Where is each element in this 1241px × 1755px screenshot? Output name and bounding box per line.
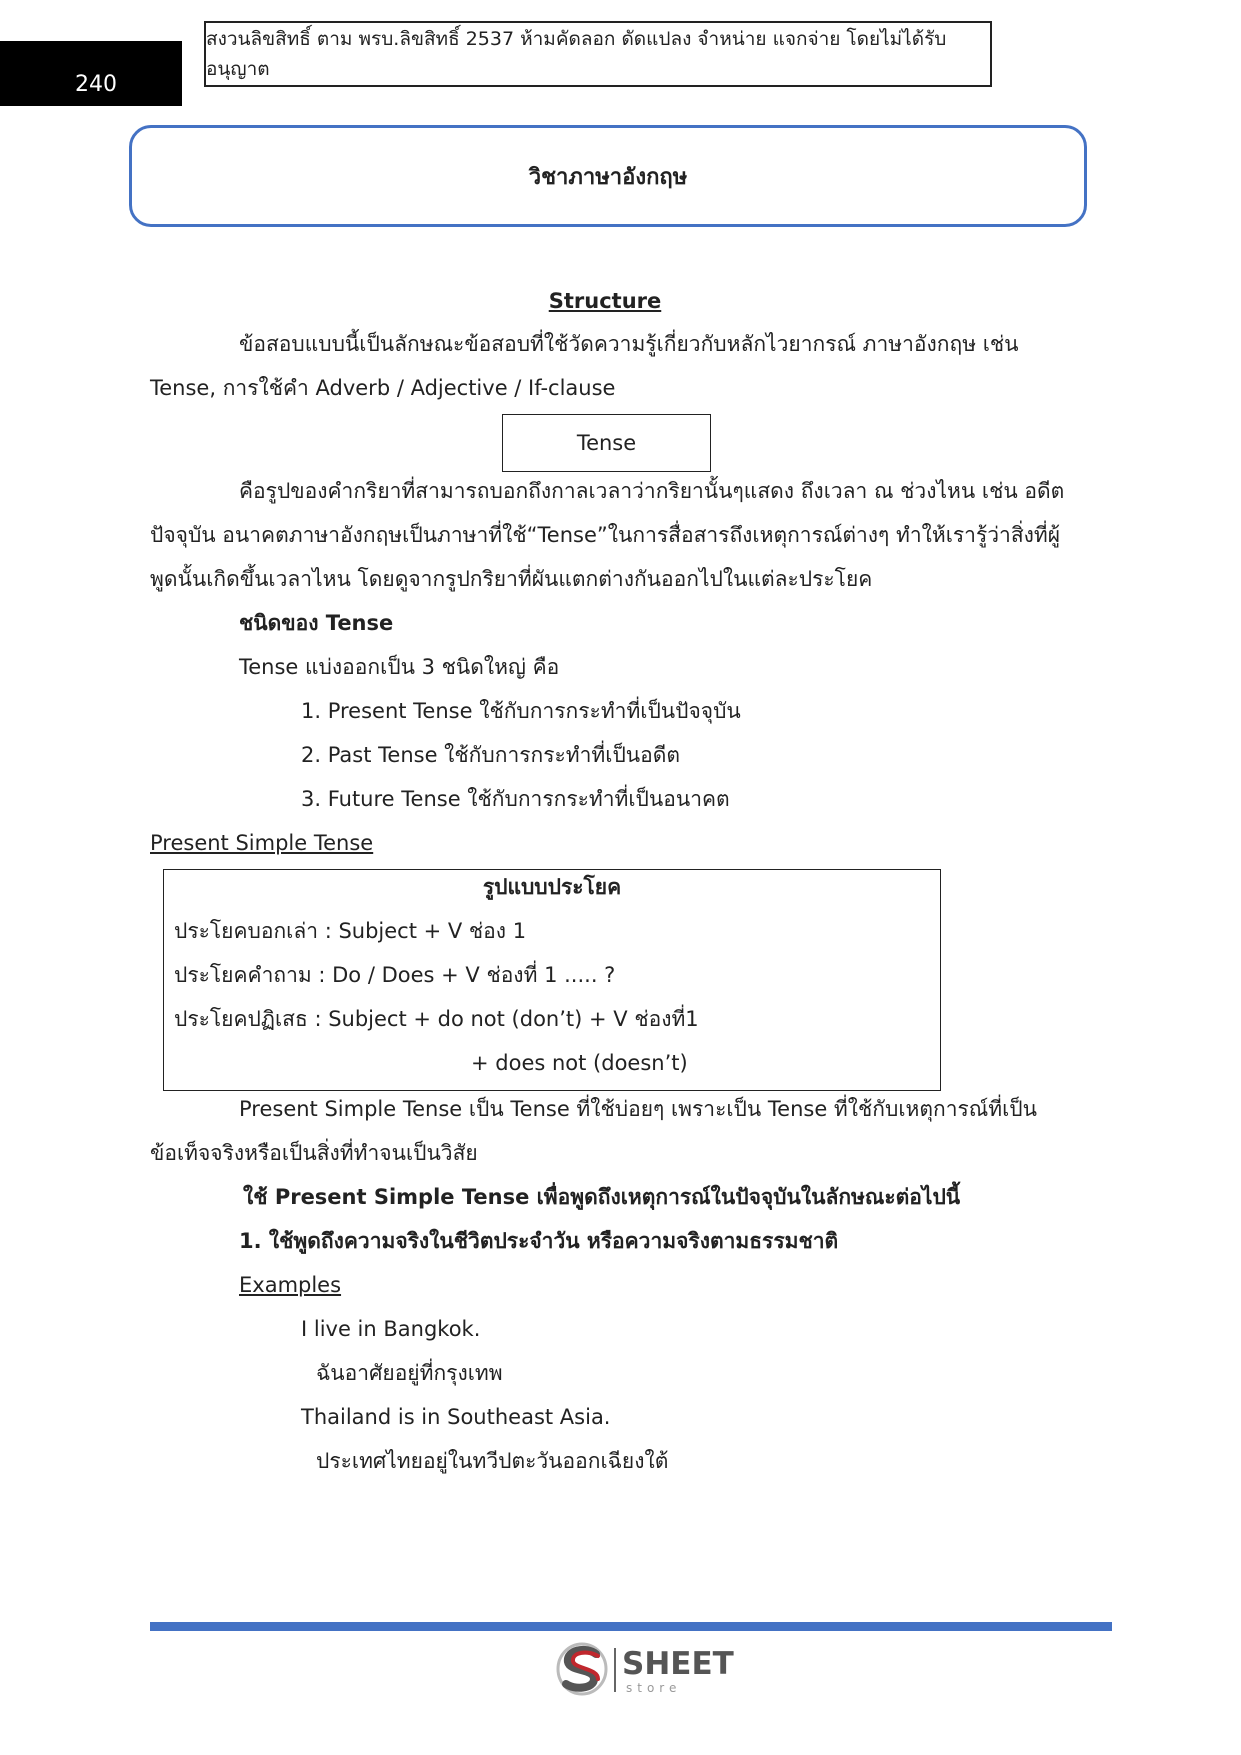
present-simple-heading: Present Simple Tense <box>150 831 374 855</box>
tense-paragraph-line-2: ปัจจุบัน อนาคตภาษาอังกฤษเป็นภาษาที่ใช้“Tense”ในการสื่อสารถึงเหตุการณ์ต่างๆ ทำให้เรารู้ว่าสิ่งที่ผู้ <box>150 523 1061 547</box>
subject-title: วิชาภาษาอังกฤษ <box>129 125 1087 227</box>
copyright-notice: สงวนลิขสิทธิ์ ตาม พรบ.ลิขสิทธิ์ 2537 ห้ามคัดลอก ดัดแปลง จำหน่าย แจกจ่าย โดยไม่ได้รับอนุญาต <box>204 21 992 87</box>
present-simple-paragraph-line-1: Present Simple Tense เป็น Tense ที่ใช้บ่อยๆ เพราะเป็น Tense ที่ใช้กับเหตุการณ์ที่เป็น <box>239 1097 1037 1121</box>
page-number: 240 <box>75 72 117 97</box>
tense-type-item: 1. Present Tense ใช้กับการกระทำที่เป็นปัจจุบัน <box>301 699 741 723</box>
footer-bar <box>150 1622 1112 1631</box>
form-box-title: รูปแบบประโยค <box>482 875 622 899</box>
form-affirmative: ประโยคบอกเล่า : Subject + V ช่อง 1 <box>174 919 527 943</box>
logo-divider <box>614 1648 616 1692</box>
page-number-tab <box>0 41 182 106</box>
example-thai: ประเทศไทยอยู่ในทวีปตะวันออกเฉียงใต้ <box>316 1449 669 1473</box>
tense-types-intro: Tense แบ่งออกเป็น 3 ชนิดใหญ่ คือ <box>239 655 560 679</box>
usage-heading: ใช้ Present Simple Tense เพื่อพูดถึงเหตุการณ์ในปัจจุบันในลักษณะต่อไปนี้ <box>243 1185 961 1209</box>
form-negative-alt: + does not (doesn’t) <box>471 1051 688 1075</box>
tense-types-heading: ชนิดของ Tense <box>239 611 394 635</box>
form-question: ประโยคคำถาม : Do / Does + V ช่องที่ 1 ..... ? <box>174 963 616 987</box>
structure-paragraph-line-2: Tense, การใช้คำ Adverb / Adjective / If-clause <box>150 376 616 400</box>
sheet-store-logo-icon <box>556 1642 608 1696</box>
example-english: Thailand is in Southeast Asia. <box>301 1405 611 1429</box>
examples-heading: Examples <box>239 1273 342 1297</box>
structure-paragraph-line-1: ข้อสอบแบบนี้เป็นลักษณะข้อสอบที่ใช้วัดความรู้เกี่ยวกับหลักไวยากรณ์ ภาษาอังกฤษ เช่น <box>239 332 1019 356</box>
logo-subtext: store <box>626 1681 682 1695</box>
tense-paragraph-line-3: พูดนั้นเกิดขึ้นเวลาไหน โดยดูจากรูปกริยาที่ผันแตกต่างกันออกไปในแต่ละประโยค <box>150 567 873 591</box>
structure-heading: Structure <box>548 289 662 313</box>
tense-type-item: 3. Future Tense ใช้กับการกระทำที่เป็นอนาคต <box>301 787 730 811</box>
logo-text: SHEET <box>622 1646 734 1682</box>
tense-paragraph-line-1: คือรูปของคำกริยาที่สามารถบอกถึงกาลเวลาว่ากริยานั้นๆแสดง ถึงเวลา ณ ช่วงไหน เช่น อดีต <box>239 479 1065 503</box>
example-thai: ฉันอาศัยอยู่ที่กรุงเทพ <box>316 1361 503 1385</box>
example-english: I live in Bangkok. <box>301 1317 481 1341</box>
tense-type-item: 2. Past Tense ใช้กับการกระทำที่เป็นอดีต <box>301 743 681 767</box>
usage-1: 1. ใช้พูดถึงความจริงในชีวิตประจำวัน หรือความจริงตามธรรมชาติ <box>239 1229 839 1253</box>
tense-title-box: Tense <box>502 414 711 472</box>
present-simple-paragraph-line-2: ข้อเท็จจริงหรือเป็นสิ่งที่ทำจนเป็นวิสัย <box>150 1141 478 1165</box>
form-negative: ประโยคปฏิเสธ : Subject + do not (don’t) + V ช่องที่1 <box>174 1007 699 1031</box>
